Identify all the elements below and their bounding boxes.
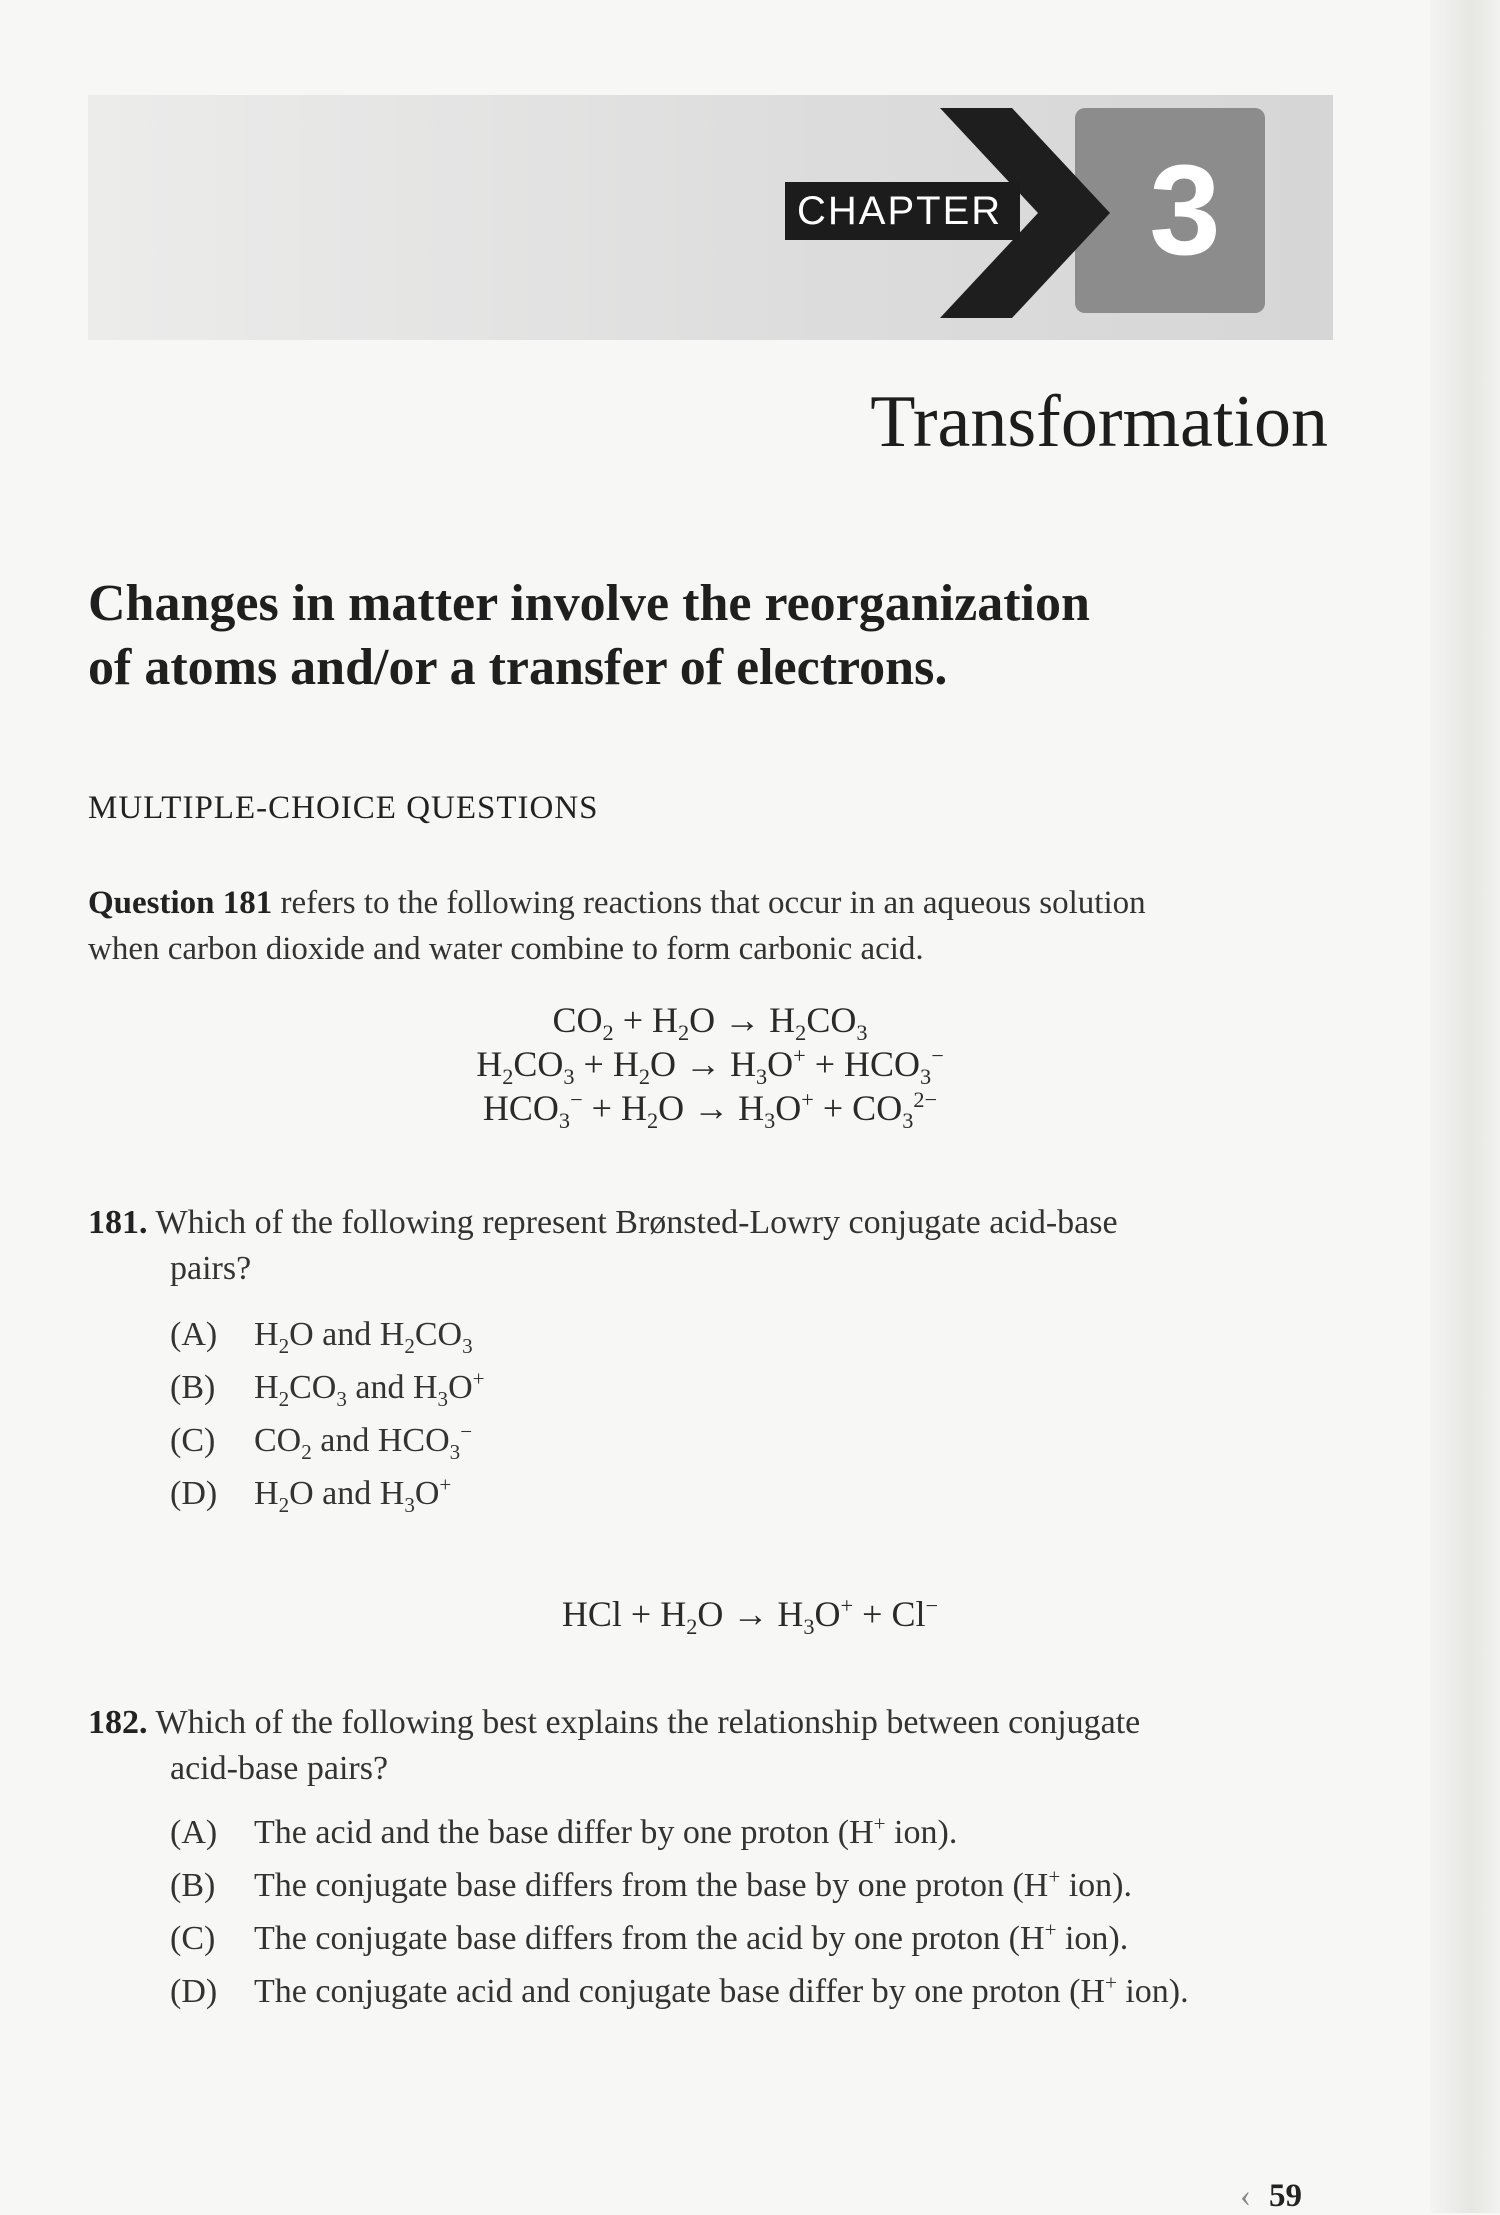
question-intro xyxy=(88,880,1338,972)
intro-lead: Question 181 xyxy=(88,885,273,921)
answer-option[interactable]: (B) The conjugate base differs from the base by one proton (H+ ion). xyxy=(170,1864,1133,1904)
section-heading: MULTIPLE-CHOICE QUESTIONS xyxy=(88,790,599,826)
chapter-label: CHAPTER xyxy=(785,182,1020,240)
answer-options-181 xyxy=(170,1308,485,1520)
chapter-title: Transformation xyxy=(870,381,1328,463)
answer-option[interactable]: (C) $CO_2$ and $HCO_3^-$ xyxy=(170,1419,473,1464)
chevron-left-icon: ‹ xyxy=(1240,2178,1251,2214)
page-edge xyxy=(1430,0,1500,2213)
question-number: 182. xyxy=(88,1704,148,1741)
answer-option[interactable]: (D) The conjugate acid and conjugate base differ by one proton (H+ ion). xyxy=(170,1970,1189,2010)
equation: HCl + $H_2O \to H_3O^+ + Cl^-$ xyxy=(561,1593,939,1640)
answer-option[interactable]: (D) $H_2O$ and $H_3O^+$ xyxy=(170,1472,452,1517)
question-text: acid-base pairs? xyxy=(170,1750,389,1787)
page-number xyxy=(1240,2178,1302,2215)
reaction: $CO_2 + H_2O \to H_2CO_3$ xyxy=(552,1000,868,1046)
reaction-list xyxy=(0,998,1420,1134)
question-181 xyxy=(88,1200,1338,1292)
question-number: 181. xyxy=(88,1204,148,1241)
answer-options-182 xyxy=(170,1806,1189,2018)
answer-option[interactable]: (A) $H_2O$ and $H_2CO_3$ xyxy=(170,1316,473,1358)
chapter-subtitle xyxy=(88,572,1188,700)
question-text: Which of the following represent Brønsted-Lowry conjugate acid-base xyxy=(155,1204,1118,1241)
reaction: $HCO_3^- + H_2O \to H_3O^+ + CO_3^{2-}$ xyxy=(482,1087,938,1134)
question-text: Which of the following best explains the relationship between conjugate xyxy=(155,1704,1141,1741)
question-182 xyxy=(88,1700,1338,1792)
reaction: $H_2CO_3 + H_2O \to H_3O^+ + HCO_3^-$ xyxy=(476,1043,944,1090)
subtitle-line: of atoms and/or a transfer of electrons. xyxy=(88,639,948,696)
question-text: pairs? xyxy=(170,1250,252,1287)
answer-option[interactable]: (A) The acid and the base differ by one proton (H+ ion). xyxy=(170,1811,958,1851)
answer-option[interactable]: (B) $H_2CO_3$ and $H_3O^+$ xyxy=(170,1366,485,1411)
page-number-value: 59 xyxy=(1269,2178,1302,2214)
subtitle-line: Changes in matter involve the reorganization xyxy=(88,575,1090,632)
intro-text: refers to the following reactions that occur in an aqueous solution xyxy=(272,885,1146,921)
chapter-number: 3 xyxy=(1149,139,1221,282)
answer-option[interactable]: (C) The conjugate base differs from the acid by one proton (H+ ion). xyxy=(170,1917,1129,1957)
intro-text: when carbon dioxide and water combine to form carbonic acid. xyxy=(88,931,924,967)
